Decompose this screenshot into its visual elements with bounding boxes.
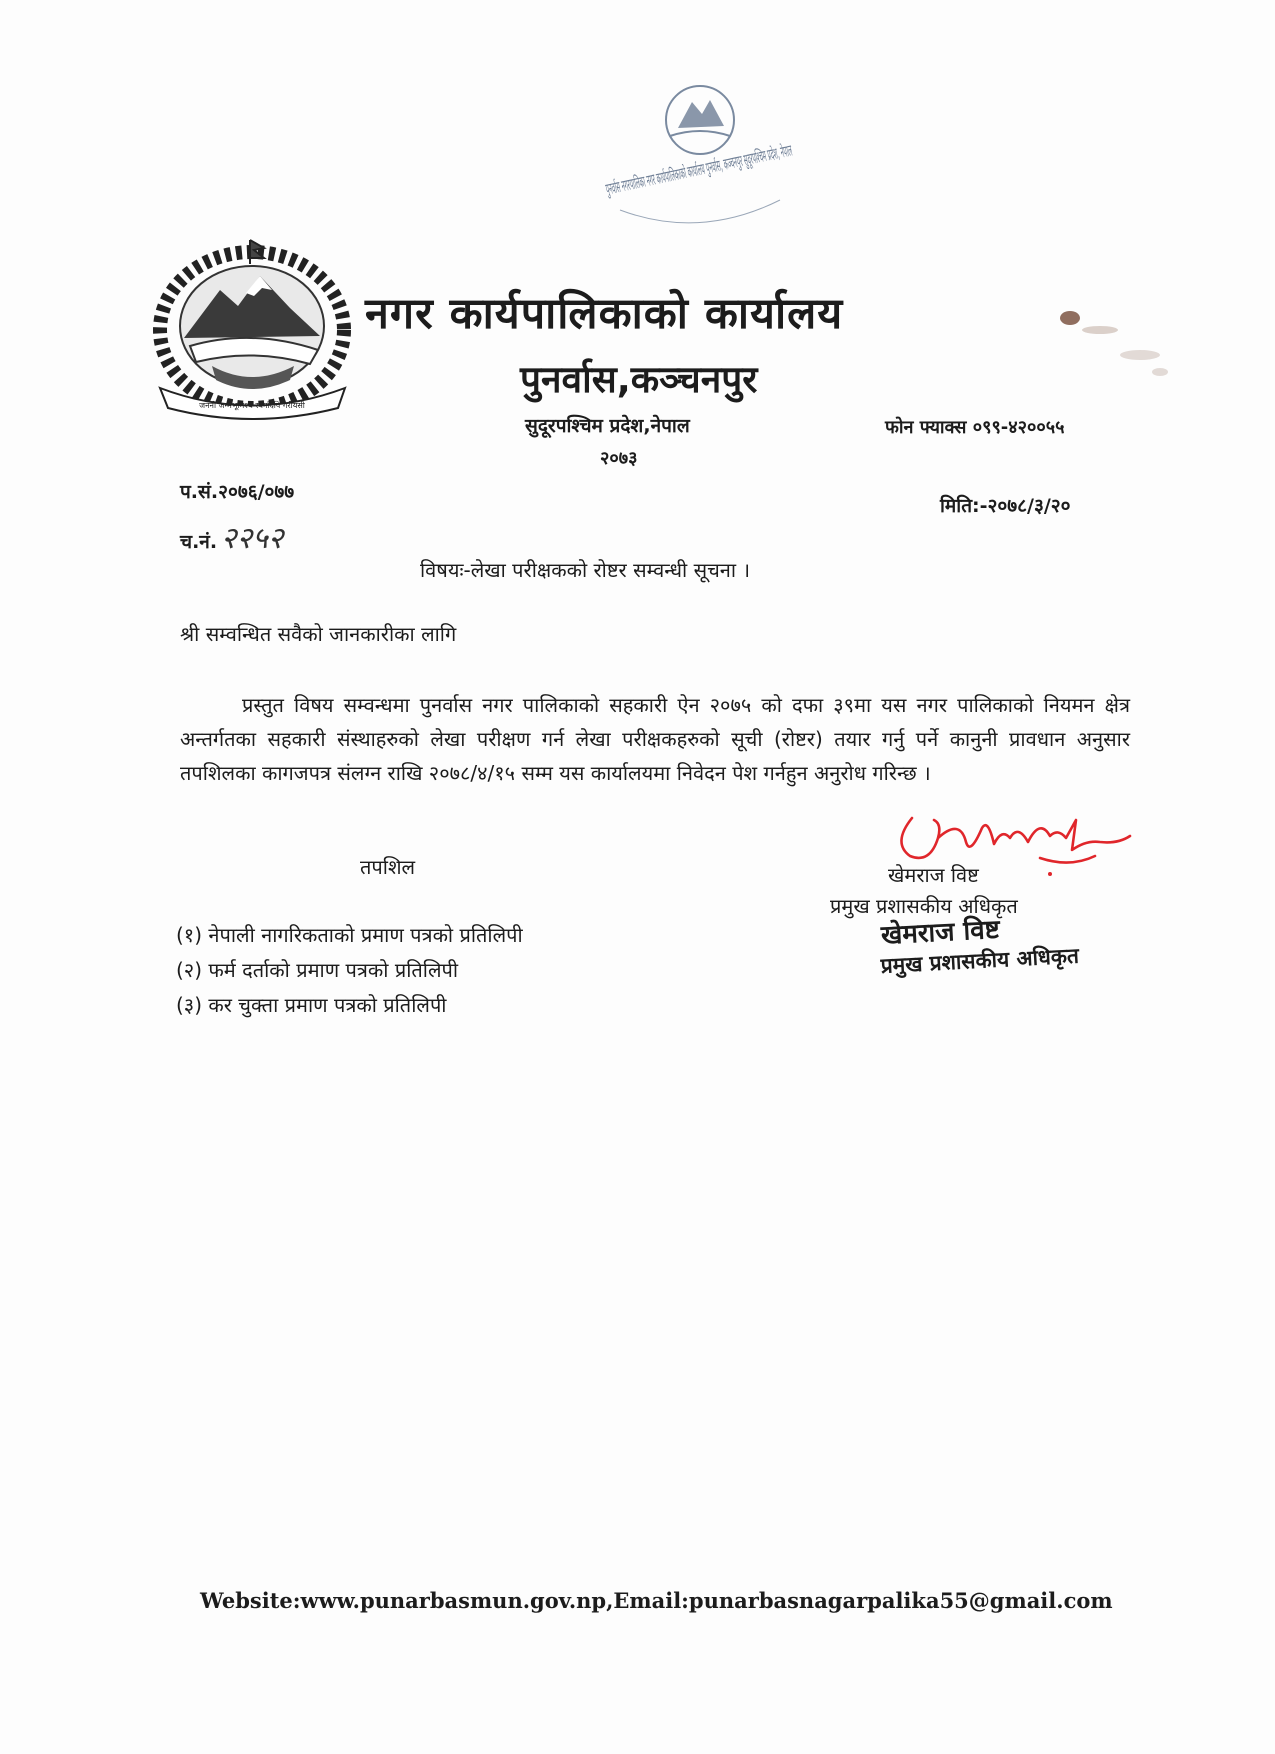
letter-date: मिति:-२०७८/३/२० [940,495,1071,517]
signatory-name: खेमराज विष्ट [888,863,979,887]
dispatch-label: च.नं. [180,531,218,553]
letter-salutation: श्री सम्वन्धित सवैको जानकारीका लागि [180,622,457,646]
letter-body: प्रस्तुत विषय सम्वन्धमा पुनर्वास नगर पालिकाको सहकारी ऐन २०७५ को दफा ३९मा यस नगर पालिकाको नियमन क्षेत्र अन्तर्गतका सहकारी संस्थाहरुको लेखा परीक्षण गर्न लेखा परीक्षकहरुको सूची (रोष्टर) तयार गर्नु पर्ने कानुनी प्रावधान अनुसार तपशिलका कागजपत्र संलग्न राखि २०७८/४/१५ सम्म यस कार्यालयमा निवेदन पेश गर्नहुन अनुरोध गरिन्छ । [180,693,1130,785]
office-title: नगर कार्यपालिकाको कार्यालय [365,289,844,339]
dispatch-number [180,516,283,557]
footer-contact: Website:www.punarbasmun.gov.np,Email:punarbasnagarpalika55@gmail.com [200,1588,1113,1613]
attachments-heading: तपशिल [360,855,416,879]
office-place: पुनर्वास,कञ्चनपुर [520,358,758,401]
seal-text: पुनर्वास नगरपालिका नगर कार्यपालिकाको कार्यालय पुनर्वास, कञ्चनपुर सुदूरपश्चिम प्रदेश, नेपाल [603,65,1148,199]
letter-reference-number: प.सं.२०७६/०७७ [180,481,295,503]
stamp-signatory-name: खेमराज विष्ट [880,914,1001,951]
list-item: (१) नेपाली नागरिकताको प्रमाण पत्रको प्रतिलिपी [176,923,523,947]
province-line: सुदूरपश्चिम प्रदेश,नेपाल [525,415,690,437]
list-item: (३) कर चुक्ता प्रमाण पत्रको प्रतिलिपी [176,993,447,1017]
list-item: (२) फर्म दर्ताको प्रमाण पत्रको प्रतिलिपी [176,958,459,982]
attachments-list [176,918,523,1023]
established-year: २०७३ [600,448,638,469]
signatory-designation: प्रमुख प्रशासकीय अधिकृत [830,894,1018,918]
dispatch-number-handwritten: २२५२ [221,521,284,556]
emblem-motto-text: जननी जन्मभूमिश्च स्वर्गादपि गरीयसी [199,401,305,410]
office-seal-icon [600,65,1148,260]
letter-subject: विषयः-लेखा परीक्षकको रोष्टर सम्वन्धी सूचना । [420,558,751,582]
nepal-emblem-icon [150,238,355,423]
phone-fax: फोन फ्याक्स ०९९-४२००५५ [885,417,1065,438]
ink-smudge-icon [1045,300,1175,380]
stamp-signatory-designation: प्रमुख प्रशासकीय अधिकृत [880,943,1080,978]
